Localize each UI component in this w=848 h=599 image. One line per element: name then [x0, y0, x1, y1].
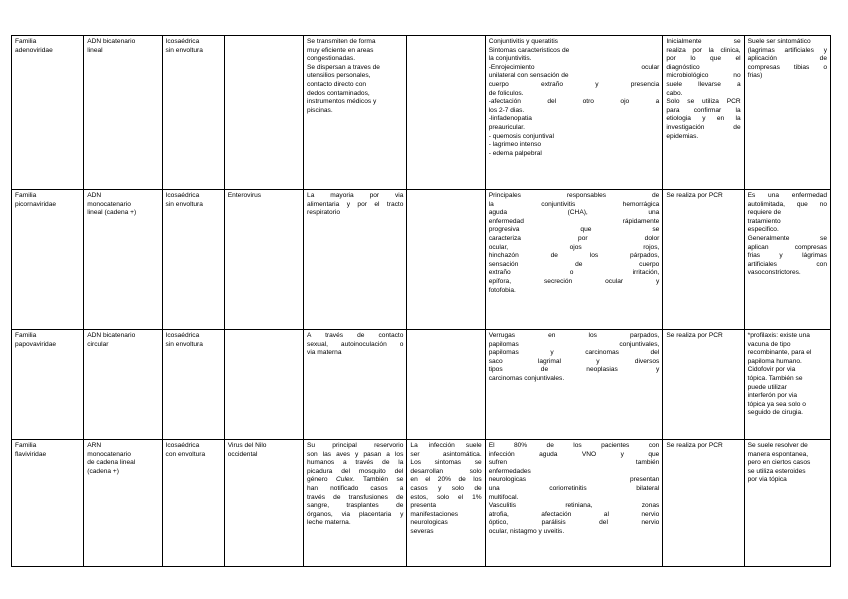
text-line: recombinante, para el	[747, 349, 812, 357]
text-line: tópica. También se	[747, 374, 803, 382]
text-line: tratamiento	[747, 217, 781, 225]
text-line: la conjuntivitis hemorrágica	[488, 200, 660, 208]
text-line: -Enrojecimiento ocular	[488, 63, 660, 71]
text-line: tipos de neoplasias y	[488, 366, 660, 374]
text-line: pero en ciertos casos	[747, 459, 811, 467]
text-line: desarrollan solo	[410, 467, 482, 475]
text-line: infección aguda VNO y que	[488, 450, 660, 458]
text-line: lineal (cadena +)	[87, 209, 137, 217]
text-line: Solo se utiliza PCR	[666, 98, 741, 106]
family-cell	[12, 36, 84, 190]
text-line: ADN bicatenario	[87, 332, 136, 339]
text-line: La infección suele	[410, 442, 482, 449]
text-line: sexual, autoinoculación o	[307, 340, 404, 348]
text-line: Vasculitis retiniana, zonas	[488, 502, 660, 510]
text-line: alimentaria y por el tracto	[307, 200, 404, 208]
text-line: muy eficiente en areas	[307, 46, 374, 54]
text-line: Se transmiten de forma	[307, 38, 376, 45]
text-line: papilomas conjuntivales,	[488, 340, 660, 348]
family-cell	[12, 440, 84, 567]
text-fragment: . También se	[352, 476, 404, 484]
text-line: - quemosis conjuntival	[488, 132, 554, 140]
text-line: utensilios personales,	[307, 72, 371, 80]
text-line: progresiva que se	[488, 226, 660, 234]
text-line: autolimitada, que no	[747, 200, 827, 208]
text-line: saco lagrimal y diversos	[488, 357, 660, 365]
text-line: extraño o irritación,	[488, 269, 660, 277]
text-line: Es una enfermedad	[747, 192, 827, 199]
text-line: puede utilizar	[747, 383, 787, 391]
table-row	[12, 36, 831, 190]
table-row	[12, 440, 831, 567]
text-line: sin envoltura	[165, 340, 203, 348]
transmission-cell	[304, 330, 407, 440]
text-line: picadura del mosquito del	[307, 467, 404, 475]
text-line: adenoviridae	[15, 46, 53, 54]
text-line: (cadena +)	[87, 467, 119, 475]
symptoms-cell	[485, 36, 663, 190]
text-line: vasoconstrictores.	[747, 269, 801, 277]
text-line: El 80% de los pacientes con	[488, 442, 660, 449]
text-line: Familia	[15, 192, 37, 199]
text-line: - edema palpebral	[488, 149, 542, 157]
text-line: Icosaédrica	[165, 192, 200, 199]
transmission-cell	[304, 36, 407, 190]
text-line: enfermedad rápidamente	[488, 217, 660, 225]
text-line: enfermedades	[488, 467, 531, 475]
text-line: en el 20% de los	[410, 476, 482, 484]
genome-cell	[84, 440, 162, 567]
text-line: preauricular.	[488, 123, 525, 131]
text-line: A través de contacto	[307, 332, 404, 339]
text-line: Familia	[15, 442, 37, 449]
infection-cell	[407, 330, 485, 440]
text-line: Sintomas caracteristicos de	[488, 46, 570, 54]
family-cell	[12, 190, 84, 330]
example-cell	[224, 440, 303, 567]
text-line: aguda (CHA), una	[488, 209, 660, 217]
text-line: (lagrimas artificiales y	[747, 46, 827, 54]
text-line: sin envoltura	[165, 200, 203, 208]
text-line: Los sintomas se	[410, 459, 482, 467]
genome-cell	[84, 190, 162, 330]
text-line: Icosaédrica	[165, 442, 200, 449]
text-line: papiloma humano.	[747, 357, 802, 365]
text-line: frias)	[747, 72, 763, 80]
text-fragment: género	[307, 476, 337, 484]
text-line: especifico.	[747, 226, 779, 234]
text-line: Enterovirus	[227, 192, 262, 199]
text-line: congestionadas.	[307, 55, 356, 63]
example-cell	[224, 330, 303, 440]
treatment-cell	[744, 330, 830, 440]
text-line: sufren también	[488, 459, 660, 467]
text-line: monocatenario	[87, 450, 131, 458]
text-line: neurologicas presentan	[488, 476, 660, 484]
text-line: Se suele resolver de	[747, 442, 808, 449]
text-line: frias y lágrimas	[747, 252, 827, 260]
capsid-cell	[162, 440, 224, 567]
text-line: casos y solo de	[410, 484, 482, 492]
table-row	[12, 190, 831, 330]
virus-table	[11, 35, 831, 567]
text-line: manifestaciones	[410, 510, 459, 518]
genus-name: Culex	[336, 476, 353, 484]
text-line: por lo que el	[666, 55, 741, 63]
text-line: lineal	[87, 46, 103, 54]
text-line: flaviviridae	[15, 450, 47, 458]
text-line: sangre, trasplantes de	[307, 502, 404, 510]
text-line: Conjuntivitis y queratitis	[488, 38, 558, 45]
text-line: humanos a través de la	[307, 459, 404, 467]
text-line: los 2-7 dias.	[488, 106, 525, 114]
text-line: Verrugas en los parpados,	[488, 332, 660, 339]
text-line: occidental	[227, 450, 258, 458]
text-line: contacto directo con	[307, 80, 367, 88]
text-line: ADN bicatenario	[87, 38, 136, 45]
text-line: ser asintomática.	[410, 450, 482, 458]
text-line: Generalmente se	[747, 234, 827, 242]
text-line: Familia	[15, 332, 37, 339]
text-line: vacuna de tipo	[747, 340, 791, 348]
text-line: manera espontanea,	[747, 450, 809, 458]
text-line: la conjuntivitis.	[488, 55, 532, 63]
example-cell	[224, 190, 303, 330]
text-line: unilateral con sensación de	[488, 72, 569, 80]
text-line: Su principal reservorio	[307, 442, 404, 449]
text-line: compresas tibias o	[747, 63, 827, 71]
text-line: hinchazón de los párpados,	[488, 252, 660, 260]
text-line: Suele ser sintomático	[747, 38, 811, 45]
text-line: - lagrimeo intenso	[488, 141, 542, 149]
text-line: requiere de	[747, 209, 781, 217]
infection-cell	[407, 36, 485, 190]
text-line: fotofobia.	[488, 286, 516, 294]
symptoms-cell	[485, 190, 663, 330]
text-line: por via tópica	[747, 476, 787, 484]
capsid-cell	[162, 330, 224, 440]
text-line: severas	[410, 527, 434, 535]
diagnosis-cell	[663, 330, 744, 440]
text-line: -linfadenopatia	[488, 115, 532, 123]
text-line: Familia	[15, 38, 37, 45]
text-line: epidemias.	[666, 132, 699, 140]
text-line: Principales responsables de	[488, 192, 660, 199]
text-line: leche materna.	[307, 519, 351, 527]
text-line: papovaviridae	[15, 340, 57, 348]
text-line: respiratorio	[307, 209, 341, 217]
text-line: ADN	[87, 192, 102, 199]
text-line: de cadena lineal	[87, 459, 136, 467]
text-line: monocatenario	[87, 200, 131, 208]
text-line: seguido de cirugia.	[747, 409, 803, 417]
text-line: ARN	[87, 442, 102, 449]
text-line: son las aves y pasan a los	[307, 450, 404, 458]
text-line: instrumentos médicos y	[307, 98, 377, 106]
text-line: artificiales con	[747, 260, 827, 268]
infection-cell	[407, 190, 485, 330]
transmission-cell	[304, 440, 407, 567]
text-line: tópica ya sea solo o	[747, 400, 806, 408]
text-line: caracteriza por dolor	[488, 234, 660, 242]
genome-cell	[84, 36, 162, 190]
text-line: óptico, parálisis del nervio	[488, 519, 660, 527]
text-line: neurologicas	[410, 519, 448, 527]
example-cell	[224, 36, 303, 190]
text-line: de foliculos.	[488, 89, 524, 97]
text-line: -afectación del otro ojo a	[488, 98, 660, 106]
table-row	[12, 330, 831, 440]
symptoms-cell	[485, 440, 663, 567]
text-line: dedos contaminados,	[307, 89, 370, 97]
text-line: carcinomas conjuntivales.	[488, 374, 565, 382]
text-line: través de transfusiones de	[307, 493, 404, 501]
text-line: para confirmar la	[666, 106, 741, 114]
text-line: han notificado casos a	[307, 484, 404, 492]
text-line: órganos, via placentaria y	[307, 510, 404, 518]
text-line: Se realiza por PCR	[666, 442, 723, 449]
text-line: *profilaxis: existe una	[747, 332, 810, 339]
text-line: papilomas y carcinomas del	[488, 349, 660, 357]
transmission-cell	[304, 190, 407, 330]
treatment-cell	[744, 440, 830, 567]
text-line: Se dispersan a traves de	[307, 63, 380, 71]
text-line: circular	[87, 340, 109, 348]
text-line: via materna	[307, 349, 342, 357]
text-line: atrofia, afectación al nervio	[488, 510, 660, 518]
text-line: sensación de cuerpo	[488, 260, 660, 268]
text-line: con envoltura	[165, 450, 206, 458]
text-line: presenta	[410, 502, 437, 510]
genome-cell	[84, 330, 162, 440]
diagnosis-cell	[663, 36, 744, 190]
text-line: estos, solo el 1%	[410, 493, 482, 501]
text-line: ocular, ojos rojos,	[488, 243, 660, 251]
text-line: Se realiza por PCR	[666, 192, 723, 199]
diagnosis-cell	[663, 190, 744, 330]
text-line: Icosaédrica	[165, 38, 200, 45]
text-line: Icosaédrica	[165, 332, 200, 339]
infection-cell	[407, 440, 485, 567]
text-line: aplican compresas	[747, 243, 827, 251]
text-line: sin envoltura	[165, 46, 203, 54]
text-line: ocular, nistagmo y uveitis.	[488, 527, 565, 535]
text-line: se utiliza esteroides	[747, 467, 806, 475]
text-line: suele llevarse a	[666, 80, 741, 88]
text-line: picornaviridae	[15, 200, 57, 208]
text-line: cuerpo extraño y presencia	[488, 80, 660, 88]
text-line: realiza por la clinica,	[666, 46, 741, 54]
text-line: investigación de	[666, 123, 741, 131]
treatment-cell	[744, 190, 830, 330]
text-line: microbiológico no	[666, 72, 741, 80]
text-line: La mayoria por via	[307, 192, 404, 199]
treatment-cell	[744, 36, 830, 190]
text-line: interferón por via	[747, 392, 798, 400]
text-line: Virus del Nilo	[227, 442, 267, 449]
text-line: epífora, secreción ocular y	[488, 277, 660, 285]
capsid-cell	[162, 190, 224, 330]
diagnosis-cell	[663, 440, 744, 567]
text-line: Cidofovir por via	[747, 366, 796, 374]
text-line: una coriorretinitis bilateral	[488, 484, 660, 492]
text-line: Se realiza por PCR	[666, 332, 723, 339]
family-cell	[12, 330, 84, 440]
text-line: diagnóstico	[666, 63, 700, 71]
text-line: Inicialmente se	[666, 38, 741, 45]
text-line: cabo.	[666, 89, 683, 97]
text-line	[307, 476, 403, 485]
text-line: aplicación de	[747, 55, 827, 63]
text-line: multifocal.	[488, 493, 519, 501]
capsid-cell	[162, 36, 224, 190]
text-line: etiologia y en la	[666, 115, 741, 123]
text-line: piscinas.	[307, 106, 333, 114]
symptoms-cell	[485, 330, 663, 440]
